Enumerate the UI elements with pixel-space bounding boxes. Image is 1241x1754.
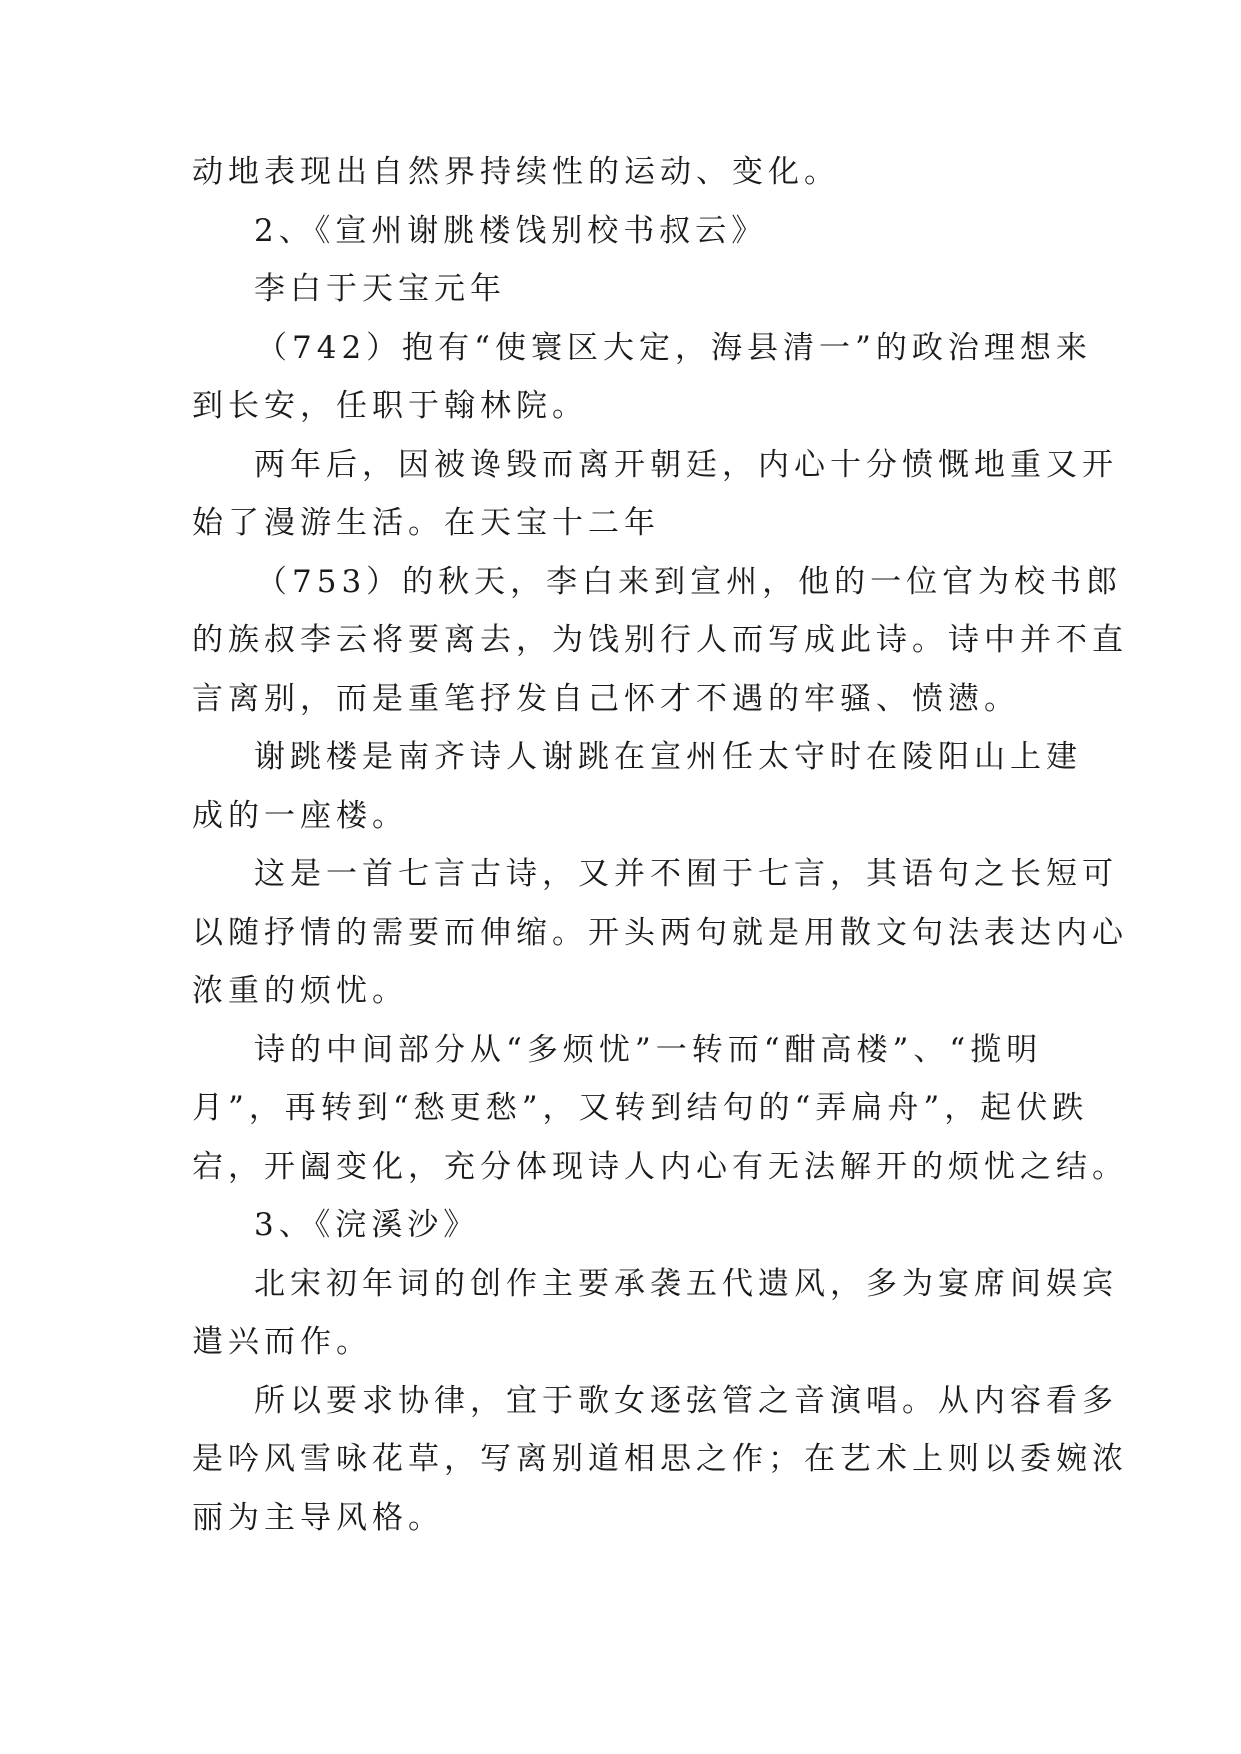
- text-line: 丽为主导风格。: [192, 1500, 444, 1536]
- text-line: 月”，再转到“愁更愁”，又转到结句的“弄扁舟”，起伏跌: [192, 1090, 1089, 1126]
- text-line: 始了漫游生活。在天宝十二年: [192, 505, 660, 541]
- text-line: （742）抱有“使寰区大定，海县清一”的政治理想来: [256, 330, 1092, 366]
- text-line: 成的一座楼。: [192, 798, 408, 834]
- text-line: 诗的中间部分从“多烦忧”一转而“酣高楼”、“揽明: [254, 1032, 1043, 1068]
- text-line: 浓重的烦忧。: [192, 973, 408, 1009]
- text-line: 两年后，因被谗毁而离开朝廷，内心十分愤慨地重又开: [254, 447, 1118, 483]
- text-line: 的族叔李云将要离去，为饯别行人而写成此诗。诗中并不直: [192, 622, 1128, 658]
- text-line: 动地表现出自然界持续性的运动、变化。: [192, 154, 840, 190]
- text-line: 到长安，任职于翰林院。: [192, 388, 588, 424]
- text-line: 言离别，而是重笔抒发自己怀才不遇的牢骚、愤懑。: [192, 681, 1020, 717]
- text-line: 北宋初年词的创作主要承袭五代遗风，多为宴席间娱宾: [254, 1266, 1118, 1302]
- section-heading: 3、《浣溪沙》: [254, 1207, 480, 1243]
- section-heading: 2、《宣州谢朓楼饯别校书叔云》: [254, 213, 768, 249]
- text-line: 遣兴而作。: [192, 1324, 372, 1360]
- text-line: 是吟风雪咏花草，写离别道相思之作；在艺术上则以委婉浓: [192, 1441, 1128, 1477]
- text-line: 这是一首七言古诗，又并不囿于七言，其语句之长短可: [254, 856, 1118, 892]
- text-line: 以随抒情的需要而伸缩。开头两句就是用散文句法表达内心: [192, 915, 1128, 951]
- text-line: （753）的秋天，李白来到宣州，他的一位官为校书郎: [256, 564, 1123, 600]
- text-line: 谢跳楼是南齐诗人谢跳在宣州任太守时在陵阳山上建: [254, 739, 1082, 775]
- text-line: 李白于天宝元年: [254, 271, 506, 307]
- text-line: 宕，开阖变化，充分体现诗人内心有无法解开的烦忧之结。: [192, 1149, 1128, 1185]
- text-line: 所以要求协律，宜于歌女逐弦管之音演唱。从内容看多: [254, 1383, 1118, 1419]
